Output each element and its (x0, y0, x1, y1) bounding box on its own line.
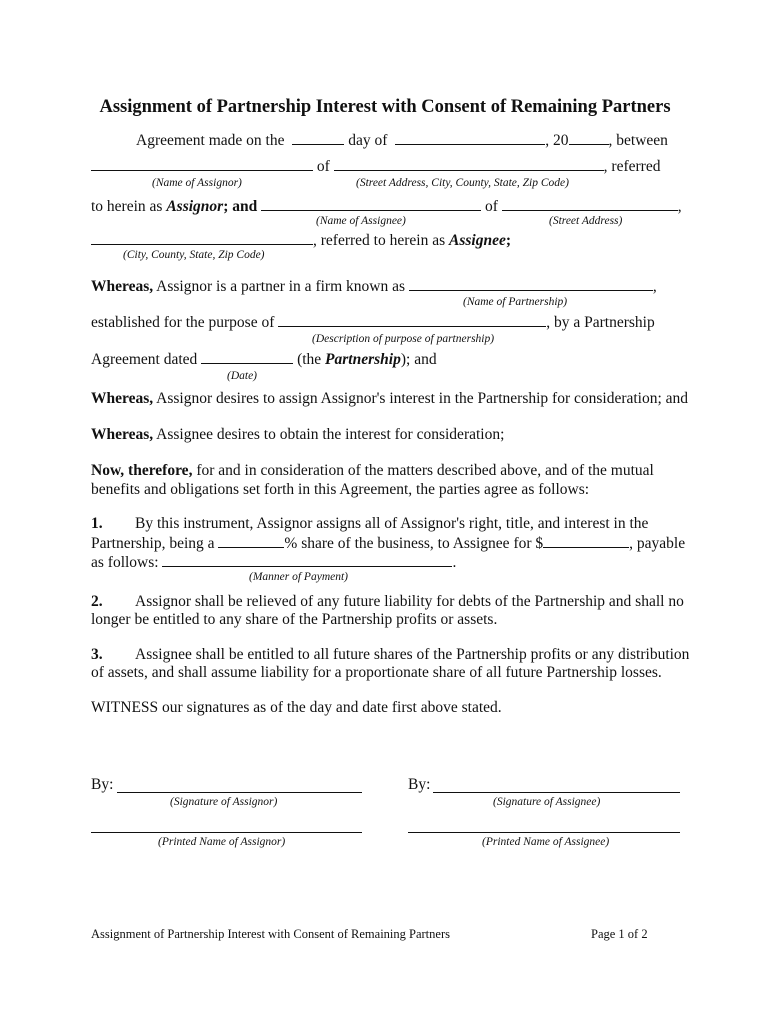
clause-1-text-1: By this instrument, Assignor assigns all of Assignor's right, title, and interest in the (135, 515, 649, 532)
close-and-text: ); and (400, 351, 437, 368)
caption-street-address-full: (Street Address, City, County, State, Zip Code) (356, 177, 569, 189)
now-therefore-lead: Now, therefore, (91, 462, 193, 479)
established-text: established for the purpose of (91, 314, 275, 331)
manner-of-payment-field[interactable] (162, 553, 452, 567)
partnership-term: Partnership (325, 351, 401, 368)
comma-text-2: , (652, 278, 657, 295)
assignee-term: Assignee (448, 232, 506, 249)
whereas-assign-text: Assignor desires to assign Assignor's interest in the Partnership for consideration; and (156, 390, 689, 407)
herein-assignor-line (91, 197, 682, 216)
of-text-2: of (484, 198, 498, 215)
clause-1-line-3 (91, 553, 456, 572)
whereas-label-1: Whereas, (91, 278, 154, 295)
clause-1-text-3a: as follows: (91, 554, 159, 571)
clause-3-text-1: Assignee shall be entitled to all future shares of the Partnership profits or any distribution (135, 646, 690, 663)
clause-2-text-1: Assignor shall be relieved of any future liability for debts of the Partnership and shall no (135, 593, 684, 610)
caption-street-address: (Street Address) (549, 215, 623, 227)
caption-name-of-assignor: (Name of Assignor) (152, 177, 242, 189)
assignor-name-field[interactable] (91, 157, 313, 171)
agreement-made-line (136, 131, 668, 150)
caption-date: (Date) (227, 370, 258, 382)
clause-1-line-2 (91, 534, 685, 553)
now-therefore-text-1: for and in consideration of the matters described above, and of the mutual (196, 462, 654, 479)
clause-2-line-2: longer be entitled to any share of the Partnership profits or assets. (91, 611, 498, 628)
caption-printed-name-of-assignor: (Printed Name of Assignor) (158, 836, 286, 848)
comma-text: , (677, 198, 682, 215)
day-field[interactable] (292, 131, 344, 145)
caption-description-of-purpose: (Description of purpose of partnership) (312, 333, 495, 345)
clause-3-line-1 (91, 646, 689, 664)
caption-signature-of-assignee: (Signature of Assignee) (493, 796, 601, 808)
assignee-printed-name-line[interactable] (408, 831, 680, 833)
day-of-text: day of (348, 132, 388, 149)
the-open-text: (the (297, 351, 322, 368)
clause-2-number: 2. (91, 593, 103, 610)
partnership-purpose-field[interactable] (278, 313, 546, 327)
clause-1-line-1 (91, 515, 648, 533)
clause-1-text-2c: , payable (629, 535, 686, 552)
clause-2-line-1 (91, 593, 684, 611)
referred-herein-text: , referred to herein as (313, 232, 446, 249)
semicolon-text: ; (505, 232, 511, 249)
assignor-term: Assignor (166, 198, 224, 215)
witness-statement: WITNESS our signatures as of the day and date first above stated. (91, 699, 502, 716)
established-line (91, 313, 655, 332)
of-text: of (316, 158, 330, 175)
semicolon-and-text: ; and (223, 198, 258, 215)
caption-name-of-assignee: (Name of Assignee) (316, 215, 406, 227)
consideration-amount-field[interactable] (543, 534, 629, 548)
now-therefore-line-1 (91, 462, 654, 480)
clause-1-text-2b: % share of the business, to Assignee for $ (284, 535, 544, 552)
by-a-partnership-text: , by a Partnership (546, 314, 655, 331)
whereas-partner-line (91, 277, 657, 296)
whereas-label-3: Whereas, (91, 426, 154, 443)
clause-1-text-3b: . (452, 554, 457, 571)
clause-1-text-2a: Partnership, being a (91, 535, 215, 552)
year-prefix-text: , 20 (545, 132, 569, 149)
assignee-city-field[interactable] (91, 231, 313, 245)
caption-signature-of-assignor: (Signature of Assignor) (170, 796, 278, 808)
caption-manner-of-payment: (Manner of Payment) (249, 571, 348, 583)
year-field[interactable] (569, 131, 609, 145)
share-percent-field[interactable] (218, 534, 284, 548)
caption-printed-name-of-assignee: (Printed Name of Assignee) (482, 836, 610, 848)
assignor-address-field[interactable] (334, 157, 604, 171)
agreement-dated-text: Agreement dated (91, 351, 198, 368)
agreement-date-field[interactable] (201, 350, 293, 364)
by-label-left: By: (91, 776, 114, 793)
now-therefore-line-2: benefits and obligations set forth in this Agreement, the parties agree as follows: (91, 481, 590, 498)
whereas-label-2: Whereas, (91, 390, 154, 407)
document-title: Assignment of Partnership Interest with Consent of Remaining Partners (99, 97, 671, 117)
clause-3-line-2: of assets, and shall assume liability for a proportionate share of all future Partnership losses. (91, 664, 662, 681)
whereas-assign-line (91, 390, 688, 408)
whereas-obtain-text: Assignee desires to obtain the interest for consideration; (156, 426, 505, 443)
assignee-name-field[interactable] (261, 197, 481, 211)
referred-text: , referred (603, 158, 661, 175)
agreement-made-text: Agreement made on the (136, 132, 285, 149)
whereas-partner-text: Assignor is a partner in a firm known as (156, 278, 405, 295)
by-label-right: By: (408, 776, 431, 793)
footer-page-number: Page 1 of 2 (591, 927, 648, 941)
assignee-street-field[interactable] (502, 197, 678, 211)
partnership-name-field[interactable] (409, 277, 653, 291)
month-field[interactable] (395, 131, 545, 145)
caption-city-county-state-zip: (City, County, State, Zip Code) (123, 249, 265, 261)
agreement-dated-line (91, 350, 437, 369)
assignee-signature-line[interactable] (433, 791, 680, 793)
assignor-line (91, 157, 660, 176)
clause-3-number: 3. (91, 646, 103, 663)
assignee-city-line (91, 231, 511, 250)
clause-1-number: 1. (91, 515, 103, 532)
to-herein-as-text: to herein as (91, 198, 163, 215)
assignor-signature-line[interactable] (117, 791, 362, 793)
footer-title: Assignment of Partnership Interest with Consent of Remaining Partners (91, 927, 450, 941)
caption-name-of-partnership: (Name of Partnership) (463, 296, 568, 308)
between-text: , between (608, 132, 668, 149)
whereas-obtain-line (91, 426, 504, 444)
assignor-printed-name-line[interactable] (91, 831, 362, 833)
